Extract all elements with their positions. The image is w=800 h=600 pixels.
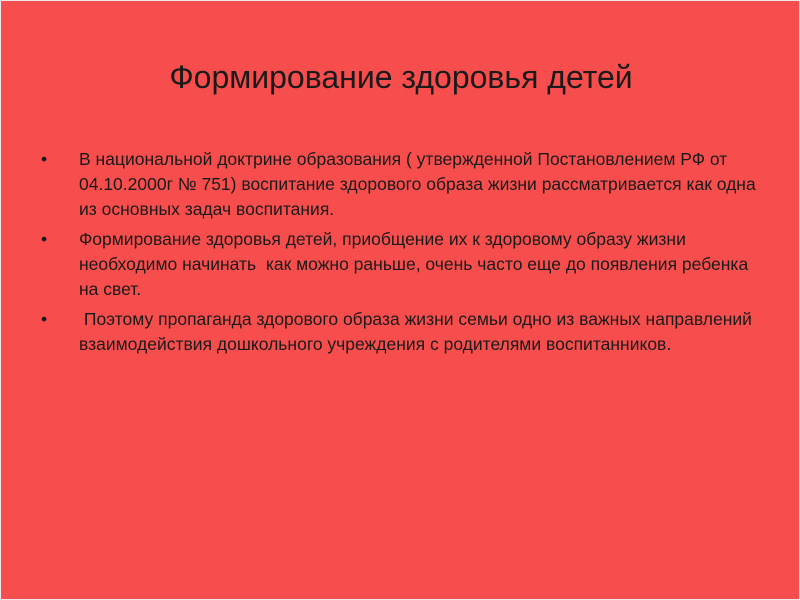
bullet-marker: • — [41, 229, 48, 249]
bullet-text: Поэтому пропаганда здорового образа жизни семьи одно из важных направлений взаимодействия дошкольного учреждения с родителями воспитанников. — [79, 309, 757, 354]
bullet-item-2 — [41, 227, 761, 302]
bullet-marker: • — [41, 309, 48, 329]
bullet-text: Формирование здоровья детей, приобщение их к здоровому образу жизни необходимо начинать как можно раньше, очень часто еще до появления ребенка на свет. — [79, 229, 754, 299]
bullet-marker: • — [41, 149, 48, 169]
bullet-list — [41, 147, 761, 362]
bullet-item-3 — [41, 307, 761, 357]
bullet-item-1 — [41, 147, 761, 222]
bullet-text: В национальной доктрине образования ( утвержденной Постановлением РФ от 04.10.2000г № 751) воспитание здорового образа жизни рассматривается как одна из основных задач воспитания. — [79, 149, 761, 219]
slide-title: Формирование здоровья детей — [169, 59, 633, 95]
